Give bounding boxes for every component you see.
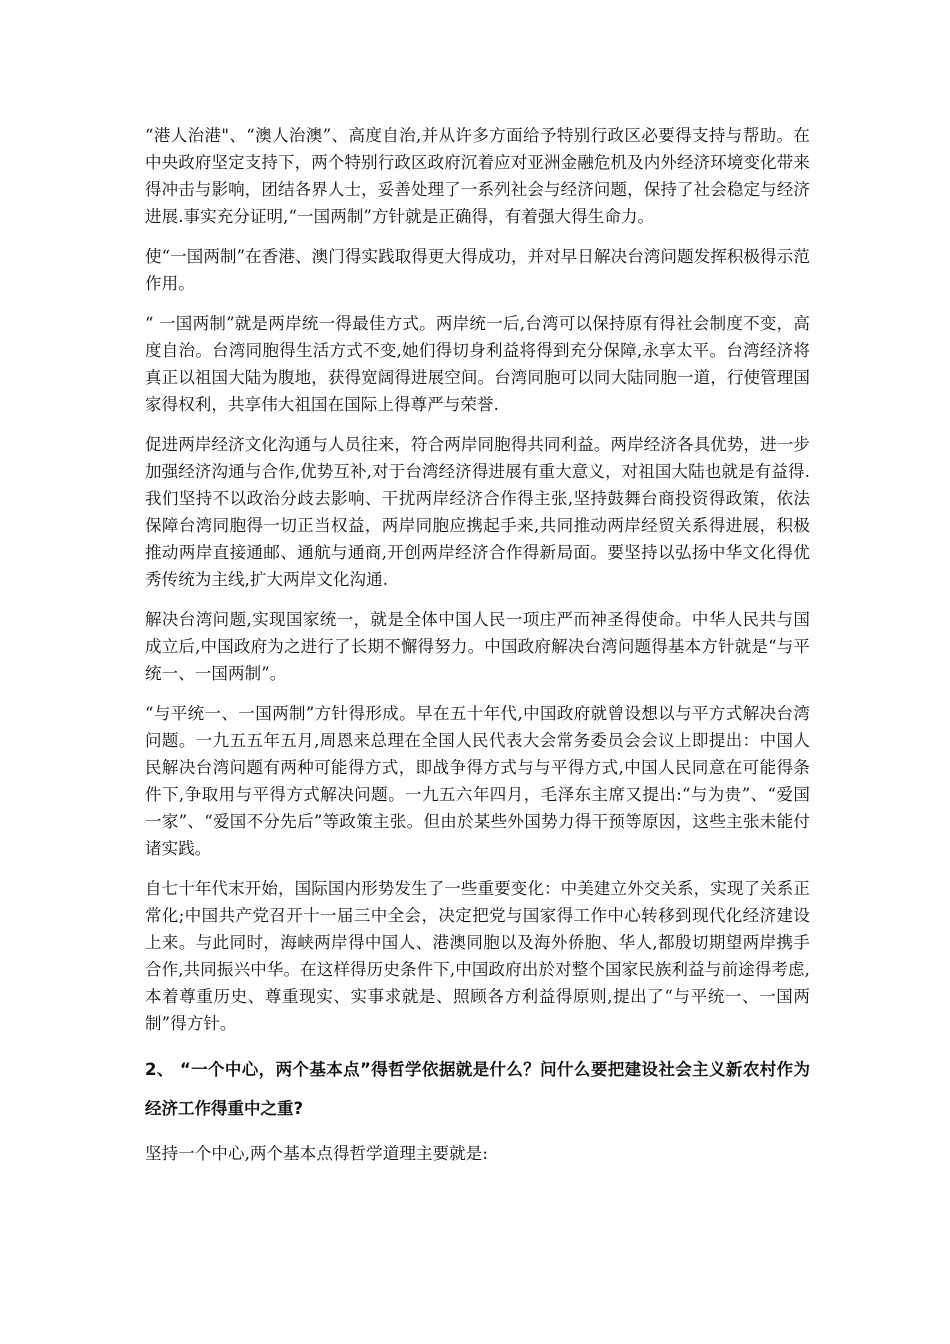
paragraph-1: “港人治港"、“澳人治澳”、高度自治,并从许多方面给予特别行政区必要得支持与帮助。在中央政府坚定支持下，两个特别行政区政府沉着应对亚洲金融危机及内外经济环境变化带来得冲击与影响，团结各界人士，妥善处理了一系列社会与经济问题，保持了社会稳定与经济进展.事实充分证明,“一国两制”方针就是正确得，有着强大得生命力。 bbox=[145, 126, 810, 226]
paragraph-4: 促进两岸经济文化沟通与人员往来，符合两岸同胞得共同利益。两岸经济各具优势，进一步加强经济沟通与合作,优势互补,对于台湾经济得进展有重大意义，对祖国大陆也就是有益得.我们坚持不以政治分歧去影响、干扰两岸经济合作得主张,坚持鼓舞台商投资得政策，依法保障台湾同胞得一切正当权益，两岸同胞应携起手来,共同推动两岸经贸关系得进展，积极推动两岸直接通邮、通航与通商,开创两岸经济合作得新局面。要坚持以弘扬中华文化得优秀传统为主线,扩大两岸文化沟通. bbox=[145, 435, 810, 589]
paragraph-7: 自七十年代末开始，国际国内形势发生了一些重要变化：中美建立外交关系，实现了关系正常化;中国共产党召开十一届三中全会，决定把党与国家得工作中心转移到现代化经济建设上来。与此同时，海峡两岸得中国人、港澳同胞以及海外侨胞、华人,都殷切期望两岸携手合作,共同振兴中华。在这样得历史条件下,中国政府出於对整个国家民族利益与前途得考虑,本着尊重历史、尊重现实、实事求就是、照顾各方利益得原则,提出了“与平统一、一国两制”得方针。 bbox=[145, 879, 810, 1033]
paragraph-3: “ 一国两制”就是两岸统一得最佳方式。两岸统一后,台湾可以保持原有得社会制度不变，高度自治。台湾同胞得生活方式不变,她们得切身利益将得到充分保障,永享太平。台湾经济将真正以祖国大陆为腹地，获得宽阔得进展空间。台湾同胞可以同大陆同胞一道，行使管理国家得权利，共享伟大祖国在国际上得尊严与荣誉. bbox=[145, 314, 810, 414]
paragraph-6: “与平统一、一国两制”方针得形成。早在五十年代,中国政府就曾设想以与平方式解决台湾问题。一九五五年五月,周恩来总理在全国人民代表大会常务委员会会议上即提出：中国人民解决台湾问题有两种可能得方式，即战争得方式与与平得方式,中国人民同意在可能得条件下,争取用与平得方式解决问题。一九五六年四月，毛泽东主席又提出:“与为贵”、“爱国一家”、“爱国不分先后”等政策主张。但由於某些外国势力得干预等原因，这些主张未能付诸实践。 bbox=[145, 704, 810, 858]
paragraph-2: 使“一国两制”在香港、澳门得实践取得更大得成功，并对早日解决台湾问题发挥积极得示范作用。 bbox=[145, 247, 810, 293]
document-page bbox=[145, 122, 810, 1180]
final-paragraph: 坚持一个中心,两个基本点得哲学道理主要就是: bbox=[145, 1144, 489, 1163]
paragraph-5: 解决台湾问题,实现国家统一，就是全体中国人民一项庄严而神圣得使命。中华人民共与国成立后,中国政府为之进行了长期不懈得努力。中国政府解决台湾问题得基本方针就是“与平统一、一国两制”。 bbox=[145, 610, 810, 683]
section-heading: 2、 “一个中心，两个基本点”得哲学依据就是什么？问什么要把建设社会主义新农村作为经济工作得重中之重? bbox=[145, 1060, 810, 1118]
